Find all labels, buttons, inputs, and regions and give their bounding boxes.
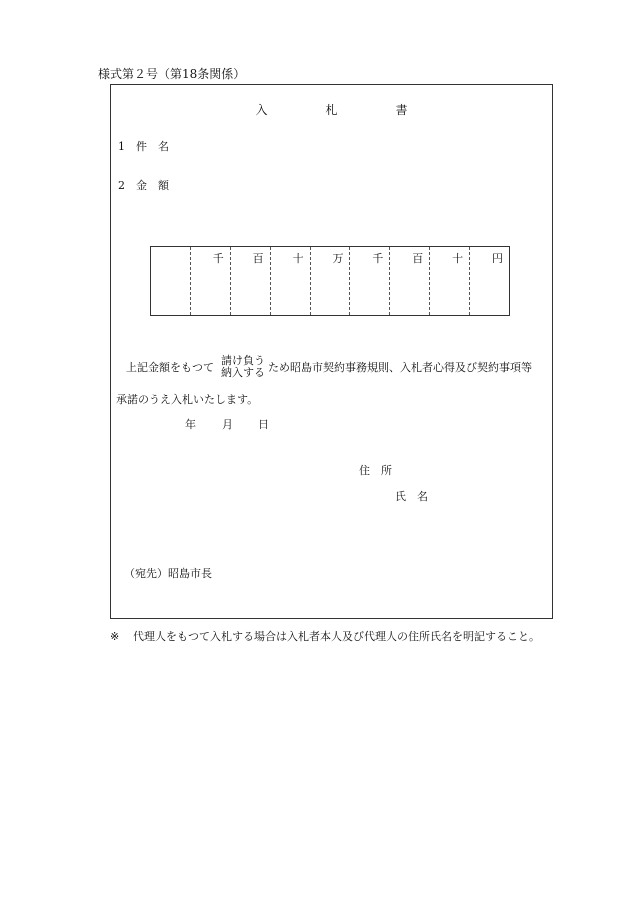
name-label: 氏 名 — [395, 490, 428, 503]
amount-cell[interactable] — [469, 247, 509, 315]
unit-label: 百 — [252, 252, 264, 265]
bid-form-frame — [110, 84, 553, 619]
amount-cell[interactable] — [230, 247, 270, 315]
unit-label: 千 — [372, 252, 384, 265]
date-month: 月 — [222, 418, 233, 431]
item-label: 件 名 — [136, 140, 169, 153]
unit-label: 百 — [412, 252, 424, 265]
amount-cell[interactable] — [349, 247, 389, 315]
item-number: 1 — [118, 140, 125, 153]
amount-cell[interactable] — [190, 247, 230, 315]
amount-cell[interactable] — [310, 247, 350, 315]
amount-cell[interactable] — [429, 247, 469, 315]
date-day: 日 — [258, 418, 269, 431]
body-line1-before: 上記金額をもつて — [126, 361, 214, 374]
unit-label: 十 — [292, 252, 304, 265]
footnote-text: 代理人をもつて入札する場合は入札者本人及び代理人の住所氏名を明記すること。 — [133, 630, 540, 643]
body-line2: 承諾のうえ入札いたします。 — [116, 393, 259, 406]
amount-cell[interactable] — [151, 247, 190, 315]
body-line1-after: ため昭島市契約事務規則、入札者心得及び契約事項等 — [268, 361, 532, 374]
title-char: 入 — [255, 103, 268, 117]
choice-stack — [221, 355, 267, 379]
unit-label: 万 — [332, 252, 344, 265]
amount-cell[interactable] — [389, 247, 429, 315]
amount-label: 金 額 — [136, 179, 169, 192]
unit-label: 円 — [492, 252, 504, 265]
address-label: 住 所 — [359, 464, 392, 477]
unit-label: 千 — [212, 252, 224, 265]
date-year: 年 — [185, 418, 196, 431]
amount-grid — [150, 246, 510, 316]
form-number: 様式第２号（第18条関係） — [98, 67, 246, 81]
document-title — [110, 103, 553, 117]
unit-label: 十 — [452, 252, 464, 265]
choice-deliver: 納入する — [221, 366, 265, 379]
amount-cell[interactable] — [270, 247, 310, 315]
title-char: 札 — [325, 103, 338, 117]
title-char: 書 — [395, 103, 408, 117]
addressee: （宛先）昭島市長 — [124, 567, 212, 580]
choice-undertake: 請け負う — [221, 354, 265, 367]
amount-number: 2 — [118, 179, 125, 192]
footnote-mark: ※ — [110, 630, 120, 643]
